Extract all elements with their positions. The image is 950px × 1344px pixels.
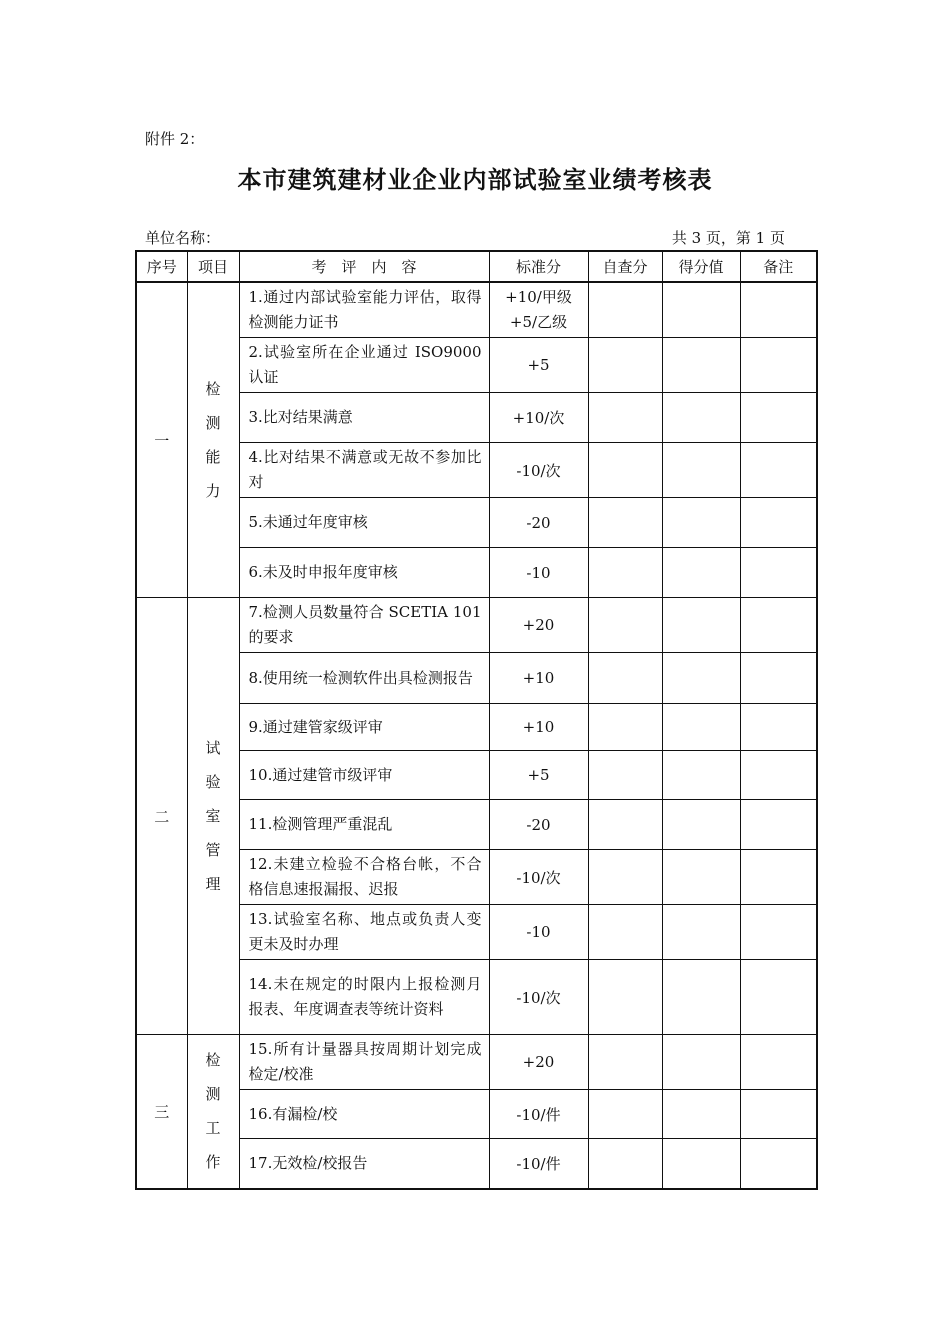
final-score-cell[interactable] xyxy=(662,1035,740,1090)
item-score: -20 xyxy=(489,498,588,548)
page-title: 本市建筑建材业企业内部试验室业绩考核表 xyxy=(237,166,713,194)
self-score-cell[interactable] xyxy=(588,338,662,393)
remarks-cell[interactable] xyxy=(740,548,817,598)
final-score-cell[interactable] xyxy=(662,282,740,338)
item-score: -10/件 xyxy=(489,1090,588,1139)
header-remarks: 备注 xyxy=(740,251,817,282)
self-score-cell[interactable] xyxy=(588,653,662,704)
header-row xyxy=(136,251,817,282)
remarks-cell[interactable] xyxy=(740,498,817,548)
item-score: +5 xyxy=(489,751,588,800)
self-score-cell[interactable] xyxy=(588,960,662,1035)
item-score: +20 xyxy=(489,1035,588,1090)
item-content: 9.通过建管家级评审 xyxy=(239,704,489,751)
remarks-cell[interactable] xyxy=(740,800,817,850)
item-score: -10/次 xyxy=(489,443,588,498)
self-score-cell[interactable] xyxy=(588,393,662,443)
section-seq: 一 xyxy=(136,282,187,598)
assessment-table xyxy=(135,250,818,1190)
remarks-cell[interactable] xyxy=(740,1035,817,1090)
self-score-cell[interactable] xyxy=(588,598,662,653)
self-score-cell[interactable] xyxy=(588,548,662,598)
item-content: 12.未建立检验不合格台帐，不合格信息速报漏报、迟报 xyxy=(239,850,489,905)
self-score-cell[interactable] xyxy=(588,282,662,338)
header-self-score: 自查分 xyxy=(588,251,662,282)
item-content: 17.无效检/校报告 xyxy=(239,1139,489,1189)
section-project xyxy=(187,598,239,1035)
table-row xyxy=(136,393,817,443)
header-final-score: 得分值 xyxy=(662,251,740,282)
table-row xyxy=(136,751,817,800)
header-project: 项目 xyxy=(187,251,239,282)
item-score: +10 xyxy=(489,653,588,704)
self-score-cell[interactable] xyxy=(588,751,662,800)
self-score-cell[interactable] xyxy=(588,443,662,498)
item-score: +10/次 xyxy=(489,393,588,443)
table-row xyxy=(136,338,817,393)
item-score: +20 xyxy=(489,598,588,653)
remarks-cell[interactable] xyxy=(740,850,817,905)
remarks-cell[interactable] xyxy=(740,653,817,704)
table-row xyxy=(136,704,817,751)
table-row xyxy=(136,282,817,338)
item-content: 10.通过建管市级评审 xyxy=(239,751,489,800)
page-info: 共 3 页，第 1 页 xyxy=(671,229,785,247)
final-score-cell[interactable] xyxy=(662,498,740,548)
header-seq: 序号 xyxy=(136,251,187,282)
final-score-cell[interactable] xyxy=(662,1139,740,1189)
item-content: 14.未在规定的时限内上报检测月报表、年度调查表等统计资料 xyxy=(239,960,489,1035)
self-score-cell[interactable] xyxy=(588,800,662,850)
item-score: -20 xyxy=(489,800,588,850)
final-score-cell[interactable] xyxy=(662,653,740,704)
item-score: -10 xyxy=(489,905,588,960)
final-score-cell[interactable] xyxy=(662,850,740,905)
self-score-cell[interactable] xyxy=(588,1139,662,1189)
item-content: 7.检测人员数量符合 SCETIA 101的要求 xyxy=(239,598,489,653)
self-score-cell[interactable] xyxy=(588,850,662,905)
attachment-label: 附件 2： xyxy=(145,130,205,148)
item-content: 5.未通过年度审核 xyxy=(239,498,489,548)
final-score-cell[interactable] xyxy=(662,704,740,751)
self-score-cell[interactable] xyxy=(588,905,662,960)
table-row xyxy=(136,905,817,960)
section-project-text: 试验室管理 xyxy=(205,739,221,893)
section-seq: 二 xyxy=(136,598,187,1035)
remarks-cell[interactable] xyxy=(740,393,817,443)
table-row xyxy=(136,653,817,704)
item-content: 8.使用统一检测软件出具检测报告 xyxy=(239,653,489,704)
final-score-cell[interactable] xyxy=(662,393,740,443)
item-content: 11.检测管理严重混乱 xyxy=(239,800,489,850)
item-content: 6.未及时申报年度审核 xyxy=(239,548,489,598)
table-row xyxy=(136,960,817,1035)
self-score-cell[interactable] xyxy=(588,1090,662,1139)
final-score-cell[interactable] xyxy=(662,905,740,960)
final-score-cell[interactable] xyxy=(662,443,740,498)
remarks-cell[interactable] xyxy=(740,1090,817,1139)
section-project xyxy=(187,282,239,598)
remarks-cell[interactable] xyxy=(740,598,817,653)
remarks-cell[interactable] xyxy=(740,282,817,338)
final-score-cell[interactable] xyxy=(662,598,740,653)
item-score: -10 xyxy=(489,548,588,598)
item-score: +10/甲级 +5/乙级 xyxy=(489,282,588,338)
remarks-cell[interactable] xyxy=(740,704,817,751)
table-row xyxy=(136,1090,817,1139)
item-content: 16.有漏检/校 xyxy=(239,1090,489,1139)
section-project-text: 检测工作 xyxy=(205,1051,221,1172)
item-score: -10/次 xyxy=(489,960,588,1035)
final-score-cell[interactable] xyxy=(662,338,740,393)
header-content: 考 评 内 容 xyxy=(239,251,489,282)
item-score: -10/次 xyxy=(489,850,588,905)
section-project-text: 检测能力 xyxy=(205,380,221,500)
item-content: 4.比对结果不满意或无故不参加比对 xyxy=(239,443,489,498)
item-content: 13.试验室名称、地点或负责人变更未及时办理 xyxy=(239,905,489,960)
item-score: -10/件 xyxy=(489,1139,588,1189)
table-row xyxy=(136,850,817,905)
table-row xyxy=(136,498,817,548)
section-project xyxy=(187,1035,239,1189)
remarks-cell[interactable] xyxy=(740,338,817,393)
remarks-cell[interactable] xyxy=(740,443,817,498)
table-row xyxy=(136,1139,817,1189)
item-content: 3.比对结果满意 xyxy=(239,393,489,443)
remarks-cell[interactable] xyxy=(740,960,817,1035)
header-standard-score: 标准分 xyxy=(489,251,588,282)
item-content: 2.试验室所在企业通过 ISO9000认证 xyxy=(239,338,489,393)
remarks-cell[interactable] xyxy=(740,1139,817,1189)
self-score-cell[interactable] xyxy=(588,498,662,548)
table-row xyxy=(136,1035,817,1090)
table-row xyxy=(136,443,817,498)
final-score-cell[interactable] xyxy=(662,751,740,800)
remarks-cell[interactable] xyxy=(740,751,817,800)
item-content: 15.所有计量器具按周期计划完成检定/校准 xyxy=(239,1035,489,1090)
item-score: +5 xyxy=(489,338,588,393)
remarks-cell[interactable] xyxy=(740,905,817,960)
item-content: 1.通过内部试验室能力评估，取得检测能力证书 xyxy=(239,282,489,338)
final-score-cell[interactable] xyxy=(662,800,740,850)
table-row xyxy=(136,800,817,850)
self-score-cell[interactable] xyxy=(588,1035,662,1090)
table-row xyxy=(136,548,817,598)
table-row xyxy=(136,598,817,653)
unit-name-label: 单位名称： xyxy=(145,229,221,247)
final-score-cell[interactable] xyxy=(662,548,740,598)
final-score-cell[interactable] xyxy=(662,1090,740,1139)
final-score-cell[interactable] xyxy=(662,960,740,1035)
self-score-cell[interactable] xyxy=(588,704,662,751)
item-score: +10 xyxy=(489,704,588,751)
section-seq: 三 xyxy=(136,1035,187,1189)
